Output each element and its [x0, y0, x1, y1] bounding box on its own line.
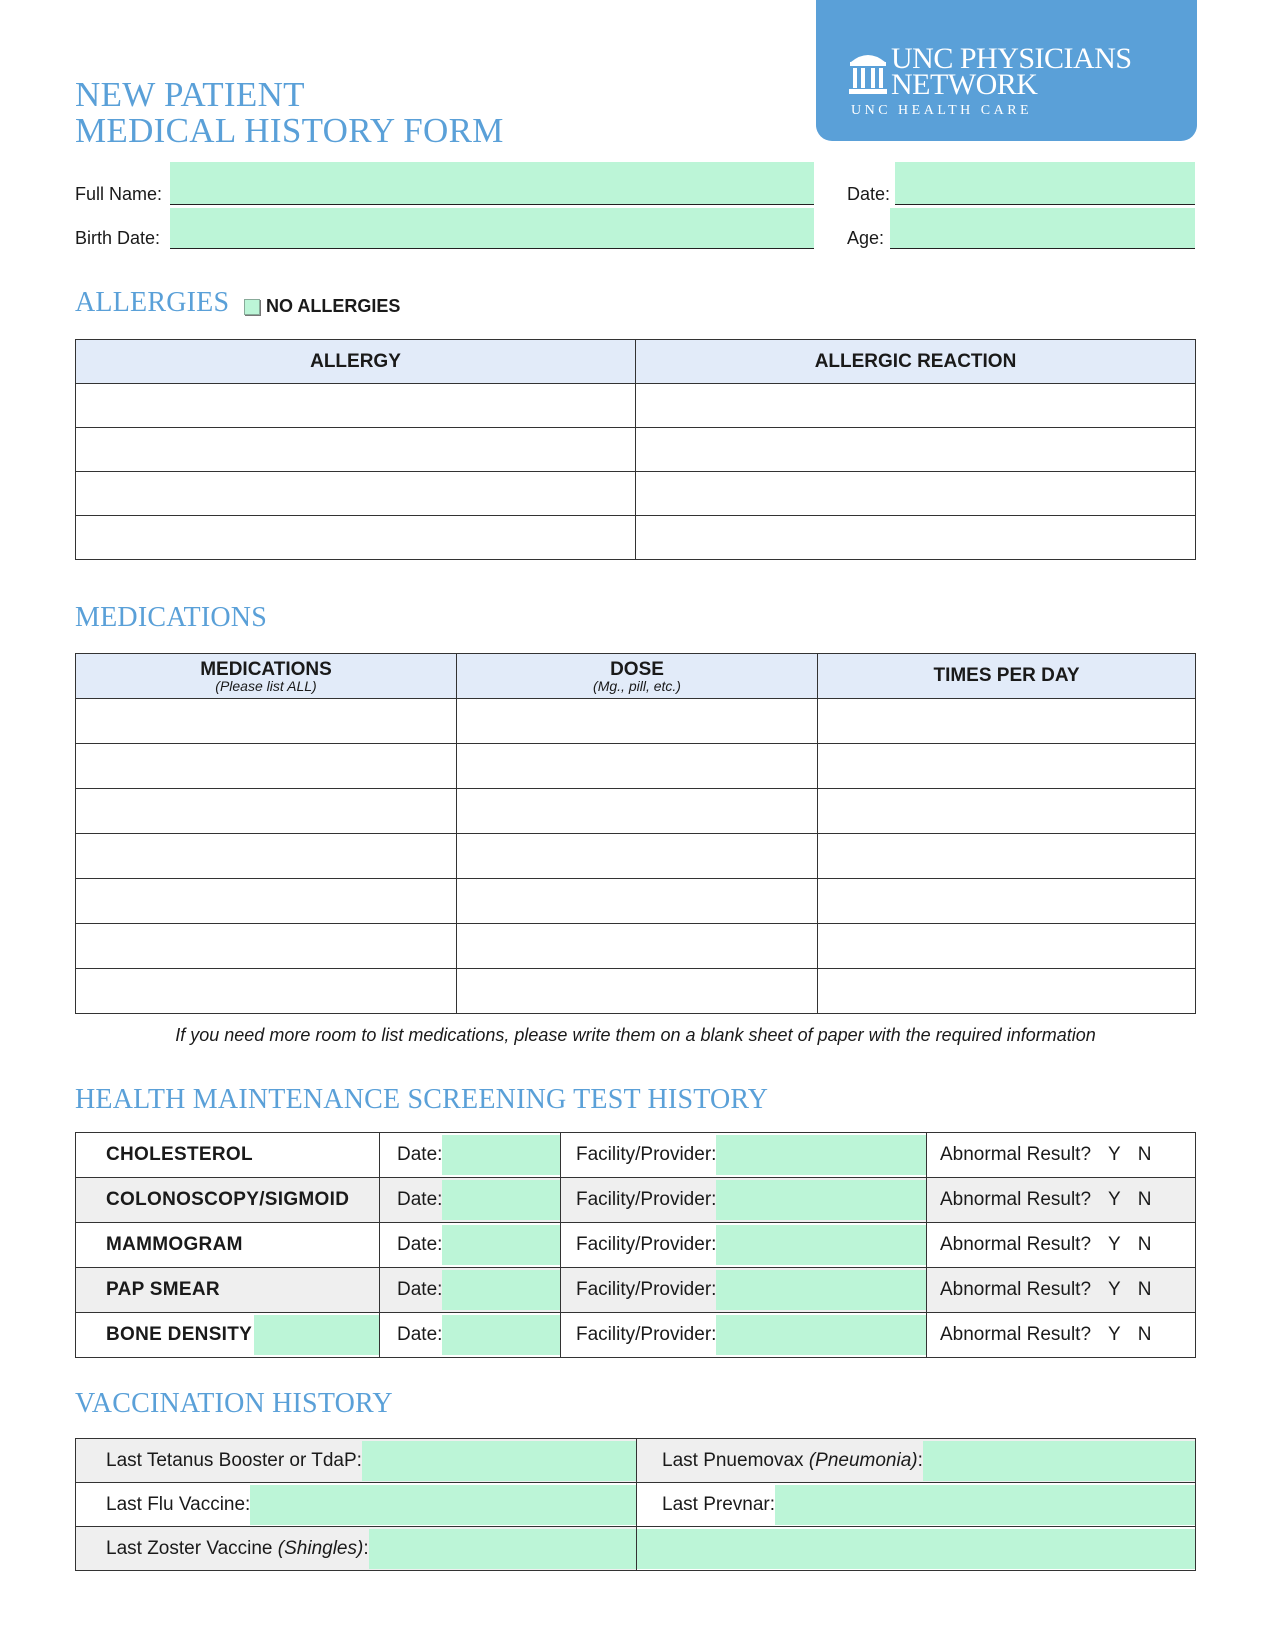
date-label: Date:: [847, 184, 891, 204]
date-label: Date:: [397, 1144, 443, 1165]
test-name: BONE DENSITY: [106, 1324, 253, 1345]
facility-input[interactable]: [716, 1270, 926, 1310]
table-row: [76, 1268, 1196, 1313]
flu-label: Last Flu Vaccine:: [106, 1493, 251, 1515]
abnormal-label: Abnormal Result?: [940, 1189, 1092, 1210]
old-well-icon: [849, 48, 887, 94]
medication-input[interactable]: [76, 879, 457, 924]
facility-input[interactable]: [716, 1135, 926, 1175]
date-label: Date:: [397, 1279, 443, 1300]
page-title: [75, 77, 504, 149]
reaction-input[interactable]: [636, 428, 1196, 472]
table-row: [76, 1178, 1196, 1223]
allergies-heading: ALLERGIES: [75, 287, 230, 318]
yes-option[interactable]: Y: [1108, 1144, 1121, 1165]
allergy-input[interactable]: [76, 516, 636, 560]
medication-input[interactable]: [76, 969, 457, 1014]
allergy-input[interactable]: [76, 384, 636, 428]
screening-heading: HEALTH MAINTENANCE SCREENING TEST HISTORY: [75, 1084, 769, 1115]
medication-input[interactable]: [76, 744, 457, 789]
allergy-input[interactable]: [76, 428, 636, 472]
test-name: PAP SMEAR: [106, 1279, 220, 1300]
times-input[interactable]: [818, 834, 1196, 879]
no-option[interactable]: N: [1137, 1189, 1152, 1210]
extra-vaccine-input[interactable]: [637, 1529, 1195, 1569]
times-input[interactable]: [818, 744, 1196, 789]
test-date-input[interactable]: [442, 1270, 560, 1310]
abnormal-label: Abnormal Result?: [940, 1324, 1092, 1345]
logo-line-2: NETWORK: [891, 68, 1038, 101]
bone-density-input[interactable]: [254, 1315, 379, 1355]
facility-label: Facility/Provider:: [576, 1279, 717, 1300]
facility-label: Facility/Provider:: [576, 1324, 717, 1345]
table-row: [76, 1313, 1196, 1358]
title-line-2: MEDICAL HISTORY FORM: [75, 111, 504, 150]
screening-table: [75, 1132, 1196, 1358]
dose-input[interactable]: [457, 699, 818, 744]
tetanus-label: Last Tetanus Booster or TdaP:: [106, 1449, 362, 1471]
reaction-input[interactable]: [636, 516, 1196, 560]
date-field[interactable]: [895, 162, 1195, 205]
date-label: Date:: [397, 1234, 443, 1255]
logo-line-1: UNC PHYSICIANS: [891, 42, 1132, 75]
birth-date-label: Birth Date:: [75, 228, 161, 248]
allergies-table: [75, 339, 1196, 560]
col-dose-sub: (Mg., pill, etc.): [593, 677, 681, 694]
test-date-input[interactable]: [442, 1225, 560, 1265]
full-name-label: Full Name:: [75, 184, 163, 204]
medications-table: [75, 653, 1196, 1014]
table-row: [76, 879, 1196, 924]
title-line-1: NEW PATIENT: [75, 75, 305, 114]
pneumovax-input[interactable]: [923, 1441, 1195, 1481]
facility-label: Facility/Provider:: [576, 1144, 717, 1165]
medications-note: If you need more room to list medications, please write them on a blank sheet of paper with the required information: [175, 1025, 1096, 1045]
table-row: [76, 789, 1196, 834]
age-field[interactable]: [890, 208, 1195, 249]
medications-heading: MEDICATIONS: [75, 602, 267, 633]
allergy-input[interactable]: [76, 472, 636, 516]
col-times-per-day: TIMES PER DAY: [818, 654, 1196, 699]
no-allergies-label: NO ALLERGIES: [266, 296, 401, 316]
date-label: Date:: [397, 1324, 443, 1345]
unc-logo: [816, 0, 1197, 141]
test-name: MAMMOGRAM: [106, 1234, 243, 1255]
no-option[interactable]: N: [1137, 1279, 1152, 1300]
no-allergies-checkbox[interactable]: [244, 299, 260, 315]
pneumovax-label: Last Pnuemovax (Pneumonia):: [662, 1449, 923, 1471]
col-dose-label: DOSE: [610, 658, 664, 680]
table-row: [76, 428, 1196, 472]
vaccination-heading: VACCINATION HISTORY: [75, 1388, 393, 1419]
col-medications-sub: (Please list ALL): [215, 677, 317, 694]
col-dose: [457, 654, 818, 699]
medication-input[interactable]: [76, 924, 457, 969]
reaction-input[interactable]: [636, 384, 1196, 428]
table-row: [76, 1133, 1196, 1178]
yes-option[interactable]: Y: [1108, 1234, 1121, 1255]
age-label: Age:: [847, 228, 885, 248]
birth-date-field[interactable]: [170, 208, 814, 249]
dose-input[interactable]: [457, 744, 818, 789]
no-allergies-option[interactable]: [244, 296, 400, 317]
abnormal-label: Abnormal Result?: [940, 1279, 1092, 1300]
table-row: [76, 1483, 1196, 1527]
table-row: [76, 924, 1196, 969]
no-option[interactable]: N: [1137, 1324, 1152, 1345]
abnormal-label: Abnormal Result?: [940, 1144, 1092, 1165]
table-row: [76, 969, 1196, 1014]
table-row: [76, 834, 1196, 879]
table-row: [76, 472, 1196, 516]
times-input[interactable]: [818, 699, 1196, 744]
table-row: [76, 1527, 1196, 1571]
table-row: [76, 1223, 1196, 1268]
table-row: [76, 516, 1196, 560]
zoster-label: Last Zoster Vaccine (Shingles):: [106, 1537, 369, 1559]
times-input[interactable]: [818, 879, 1196, 924]
table-row: [76, 699, 1196, 744]
vaccination-table: [75, 1438, 1196, 1571]
facility-label: Facility/Provider:: [576, 1189, 717, 1210]
no-option[interactable]: N: [1137, 1144, 1152, 1165]
tetanus-input[interactable]: [362, 1441, 636, 1481]
test-date-input[interactable]: [442, 1315, 560, 1355]
facility-label: Facility/Provider:: [576, 1234, 717, 1255]
dose-input[interactable]: [457, 924, 818, 969]
prevnar-label: Last Prevnar:: [662, 1493, 775, 1515]
zoster-input[interactable]: [369, 1529, 636, 1569]
full-name-field[interactable]: [170, 162, 814, 205]
facility-input[interactable]: [716, 1315, 926, 1355]
facility-input[interactable]: [716, 1225, 926, 1265]
col-allergy: ALLERGY: [76, 340, 636, 384]
table-row: [76, 384, 1196, 428]
col-allergic-reaction: ALLERGIC REACTION: [636, 340, 1196, 384]
dose-input[interactable]: [457, 969, 818, 1014]
test-name: COLONOSCOPY/SIGMOID: [106, 1189, 350, 1210]
dose-input[interactable]: [457, 789, 818, 834]
times-input[interactable]: [818, 969, 1196, 1014]
date-label: Date:: [397, 1189, 443, 1210]
yes-option[interactable]: Y: [1108, 1324, 1121, 1345]
table-row: [76, 744, 1196, 789]
dose-input[interactable]: [457, 834, 818, 879]
yes-option[interactable]: Y: [1108, 1279, 1121, 1300]
no-option[interactable]: N: [1137, 1234, 1152, 1255]
col-medications: [76, 654, 457, 699]
facility-input[interactable]: [716, 1180, 926, 1220]
test-date-input[interactable]: [442, 1180, 560, 1220]
flu-input[interactable]: [250, 1485, 636, 1525]
medication-input[interactable]: [76, 789, 457, 834]
medication-input[interactable]: [76, 699, 457, 744]
dose-input[interactable]: [457, 879, 818, 924]
prevnar-input[interactable]: [775, 1485, 1195, 1525]
medication-input[interactable]: [76, 834, 457, 879]
test-date-input[interactable]: [442, 1135, 560, 1175]
yes-option[interactable]: Y: [1108, 1189, 1121, 1210]
table-row: [76, 1439, 1196, 1483]
test-name: CHOLESTEROL: [106, 1144, 253, 1165]
times-input[interactable]: [818, 789, 1196, 834]
times-input[interactable]: [818, 924, 1196, 969]
abnormal-label: Abnormal Result?: [940, 1234, 1092, 1255]
reaction-input[interactable]: [636, 472, 1196, 516]
logo-line-3: UNC HEALTH CARE: [851, 103, 1033, 118]
col-medications-label: MEDICATIONS: [200, 658, 332, 680]
